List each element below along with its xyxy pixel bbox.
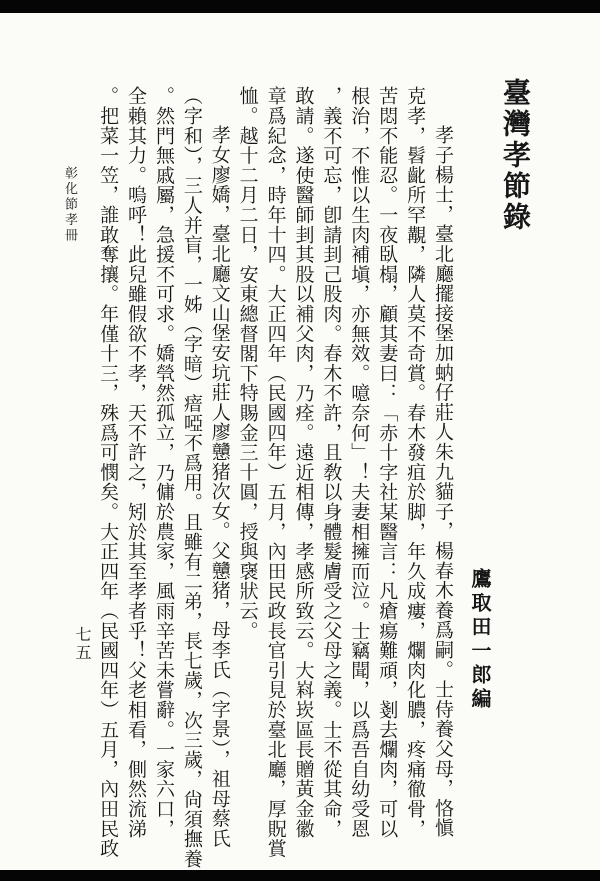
text-column: 克孝，髫齔所罕覯，隣人莫不奇賞。春木發疽於脚，年久成瘻，爛肉化膿，疼痛徹骨， <box>404 86 426 839</box>
text-column: 恤。越十二月二日，安東總督閣下特賜金三十圓，授與襃狀云。 <box>236 86 258 641</box>
text-block <box>93 62 534 878</box>
text-column: （字和），三人并盲，一姊（字暗）瘖啞不爲用。且雖有二弟，長七歲，次三歲，尙須撫養 <box>180 86 202 869</box>
text-column: 孝子楊士，臺北廳擺接堡加蚋仔莊人朱九貓子，楊春木養爲嗣。士侍養父母，恪愼 <box>432 125 453 838</box>
text-column: 根治，不惟以生肉補塡，亦無效。噫奈何」！夫妻相擁而泣。士竊聞，以爲吾自幼受恩 <box>348 86 370 839</box>
text-column: 孝女廖嬌，臺北廳文山堡安坑莊人廖戇猪次女。父戇猪，母李氏（字景），祖母蔡氏 <box>208 125 230 849</box>
text-column: 。然門無戚屬，急援不可求。嬌煢然孤立，乃傭於農家，風雨辛苦未嘗辭。一家六口， <box>152 86 174 839</box>
text-column: 章爲紀念，時年十四。大正四年（民國四年）五月，內田民政長官引見於臺北廳，厚貺賞 <box>264 86 286 859</box>
text-column: ，義不可忘，卽請刲己股肉。春木不許，且敎以身體髮膚受之父母之義。士不從其命， <box>320 86 342 839</box>
running-title: 彰化節孝冊 <box>63 166 78 244</box>
page-number: 七五 <box>73 626 90 662</box>
scan-artifact-top-bar <box>0 0 600 13</box>
editor-credit: 鷹取田一郎編 <box>468 568 490 712</box>
text-column: 全賴其力。嗚呼！此兒雖假欲不孝，天不許之，矧於其至孝者乎！父老相看，側然流涕 <box>125 86 147 839</box>
book-title: 臺灣孝節錄 <box>499 78 530 233</box>
text-column: 苦悶不能忍。一夜臥榻，顧其妻曰：「赤十字社某醫言：凡瘡瘍難頑，剗去爛肉，可以 <box>376 86 398 839</box>
text-column: 敢請。遂使醫師刲其股以補父肉，乃痊。遠近相傳，孝感所致云。大嵙崁區長贈黃金徽 <box>292 86 314 839</box>
text-column: 。把菜一笠，誰敢奪攘。年僅十三，殊爲可憫矣。大正四年（民國四年）五月，內田民政 <box>97 86 119 859</box>
